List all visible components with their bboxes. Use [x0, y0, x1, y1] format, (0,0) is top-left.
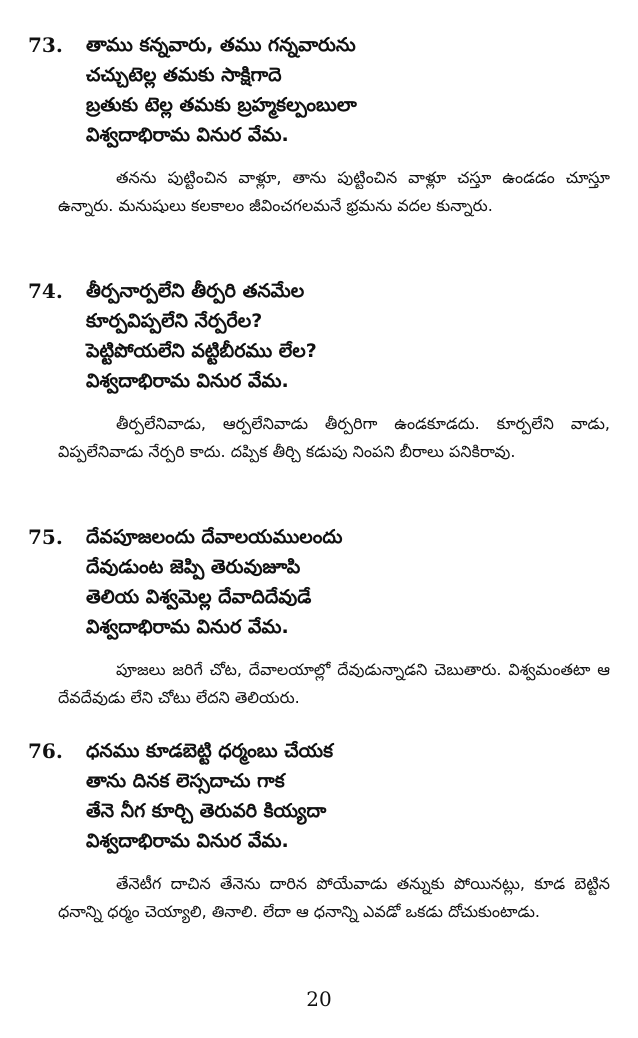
verse-block [86, 30, 606, 150]
verse-line: దేవుడుంట జెప్పి తెరువుజూపి [86, 556, 301, 578]
meaning-paragraph: తనను పుట్టించిన వాళ్లూ, తాను పుట్టించిన వాళ్లూ చస్తూ ఉండడం చూస్తూ ఉన్నారు. మనుషులు కలకాలం జీవించగలమనే భ్రమను వదల కున్నారు. [58, 168, 610, 215]
verse-line: విశ్వదాభిరామ వినుర వేమ. [86, 830, 289, 852]
verse-line: విశ్వదాభిరామ వినుర వేమ. [86, 124, 289, 146]
verse-line: చచ్చుటెల్ల తమకు సాక్షిగాదె [86, 64, 282, 86]
stanza-number: 76. [28, 739, 63, 763]
verse-line: తీర్పనార్పలేని తీర్పరి తనమేల [86, 280, 305, 302]
meaning-paragraph: పూజలు జరిగే చోట, దేవాలయాల్లో దేవుడున్నాడని చెబుతారు. విశ్వమంతటా ఆ దేవదేవుడు లేని చోటు లేదని తెలియరు. [58, 660, 610, 707]
verse-line: విశ్వదాభిరామ వినుర వేమ. [86, 370, 289, 392]
verse-line: తెలియ విశ్వమెల్ల దేవాదిదేవుడే [86, 586, 312, 608]
verse-block [86, 276, 606, 396]
verse-line: పెట్టిపోయలేని వట్టిబీరము లేల? [86, 340, 317, 362]
verse-line: బ్రతుకు టెల్ల తమకు బ్రహ్మకల్పంబులా [86, 94, 357, 116]
verse-line: తేనె నీగ కూర్చి తెరువరి కియ్యదా [86, 800, 327, 822]
stanza-number: 75. [28, 525, 63, 549]
meaning-paragraph: తీర్పలేనివాడు, ఆర్పలేనివాడు తీర్పరిగా ఉండకూడదు. కూర్పలేని వాడు, విప్పలేనివాడు నేర్పరి కాదు. దప్పిక తీర్చి కడుపు నింపని బీరాలు పనికిరావు. [58, 414, 610, 461]
verse-line: దేవపూజలందు దేవాలయములందు [86, 526, 343, 548]
verse-line: తాము కన్నవారు, తము గన్నవారును [86, 34, 356, 56]
page-number: 20 [306, 987, 332, 1011]
stanza-number: 73. [28, 33, 63, 57]
verse-line: విశ్వదాభిరామ వినుర వేమ. [86, 616, 289, 638]
verse-block [86, 522, 606, 642]
stanza-number: 74. [28, 279, 63, 303]
meaning-paragraph: తేనెటీగ దాచిన తేనెను దారిన పోయేవాడు తన్నుకు పోయినట్లు, కూడ బెట్టిన ధనాన్ని ధర్మం చెయ్యాలి, తినాలి. లేదా ఆ ధనాన్ని ఎవడో ఒకడు దోచుకుంటాడు. [58, 874, 610, 921]
verse-line: తాను దినక లెస్సదాచు గాక [86, 770, 285, 792]
verse-block [86, 736, 606, 856]
verse-line: ధనము కూడబెట్టి ధర్మంబు చేయక [86, 740, 334, 762]
verse-line: కూర్పవిప్పలేని నేర్పరేల? [86, 310, 263, 332]
